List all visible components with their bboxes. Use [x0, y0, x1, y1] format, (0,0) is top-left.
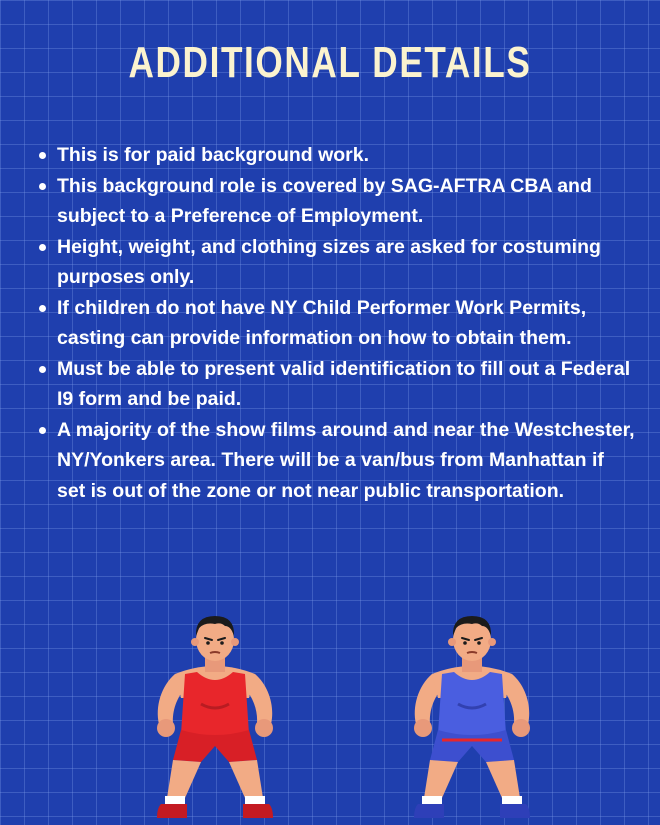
- page-title: ADDITIONAL DETAILS: [128, 38, 532, 87]
- wrestler-blue-illustration: [402, 612, 542, 825]
- list-item: A majority of the show films around and near the Westchester, NY/Yonkers area. There will be a van/bus from Manhattan if set is out of the zone or not near public transportation.: [36, 415, 636, 507]
- list-item: Must be able to present valid identification to fill out a Federal I9 form and be paid.: [36, 354, 636, 415]
- list-item: This background role is covered by SAG-AFTRA CBA and subject to a Preference of Employment.: [36, 171, 636, 232]
- details-list: [36, 140, 636, 506]
- list-item: Height, weight, and clothing sizes are asked for costuming purposes only.: [36, 232, 636, 293]
- list-item: If children do not have NY Child Performer Work Permits, casting can provide information on how to obtain them.: [36, 293, 636, 354]
- wrestler-red-illustration: [145, 612, 285, 825]
- list-item: This is for paid background work.: [36, 140, 636, 171]
